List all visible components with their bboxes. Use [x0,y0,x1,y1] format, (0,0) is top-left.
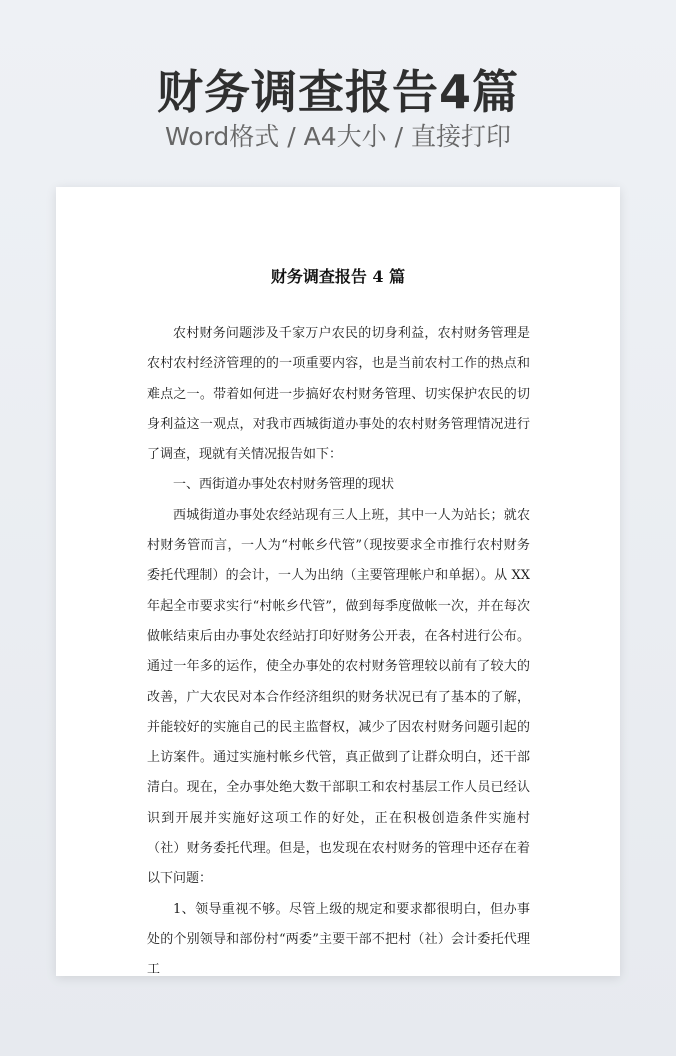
document-preview [56,187,620,976]
document-paragraph: 1、领导重视不够。尽管上级的规定和要求都很明白，但办事处的个别领导和部份村“两委”主要干部不把村（社）会计委托代理工 [147,901,530,978]
document-body [147,319,530,986]
document-heading: 一、西街道办事处农村财务管理的现状 [173,477,395,493]
document-paragraph: 农村财务问题涉及千家万户农民的切身利益，农村财务管理是农村农村经济管理的的一项重要内容，也是当前农村工作的热点和难点之一。带着如何进一步搞好农村财务管理、切实保护农民的切身利益这一观点，对我市西城街道办事处的农村财务管理情况进行了调查，现就有关情况报告如下： [147,326,530,463]
page-title: 财务调查报告4篇 [156,65,519,119]
page-subtitle: Word格式 / A4大小 / 直接打印 [165,122,511,151]
document-paragraph: 西城街道办事处农经站现有三人上班，其中一人为站长；就农村财务管而言，一人为“村帐乡代管”（现按要求全市推行农村财务委托代理制）的会计，一人为出纳（主要管理帐户和单据）。从 XX 年起全市要求实行“村帐乡代管”，做到每季度做帐一次，并在每次做帐结束后由办事处农经站打印好财务公开表，在各村进行公布。通过一年多的运作，使全办事处的农村财务管理较以前有了较大的改善，广大农民对本合作经济组织的财务状况已有了基本的了解，并能较好的实施自己的民主监督权，减少了因农村财务问题引起的上访案件。通过实施村帐乡代管，真正做到了让群众明白，还干部清白。现在，全办事处绝大数干部职工和农村基层工作人员已经认识到开展并实施好这项工作的好处，正在积极创造条件实施村（社）财务委托代理。但是，也发现在农村财务的管理中还存在着以下问题： [147,507,530,887]
document-title: 财务调查报告 4 篇 [270,267,406,286]
